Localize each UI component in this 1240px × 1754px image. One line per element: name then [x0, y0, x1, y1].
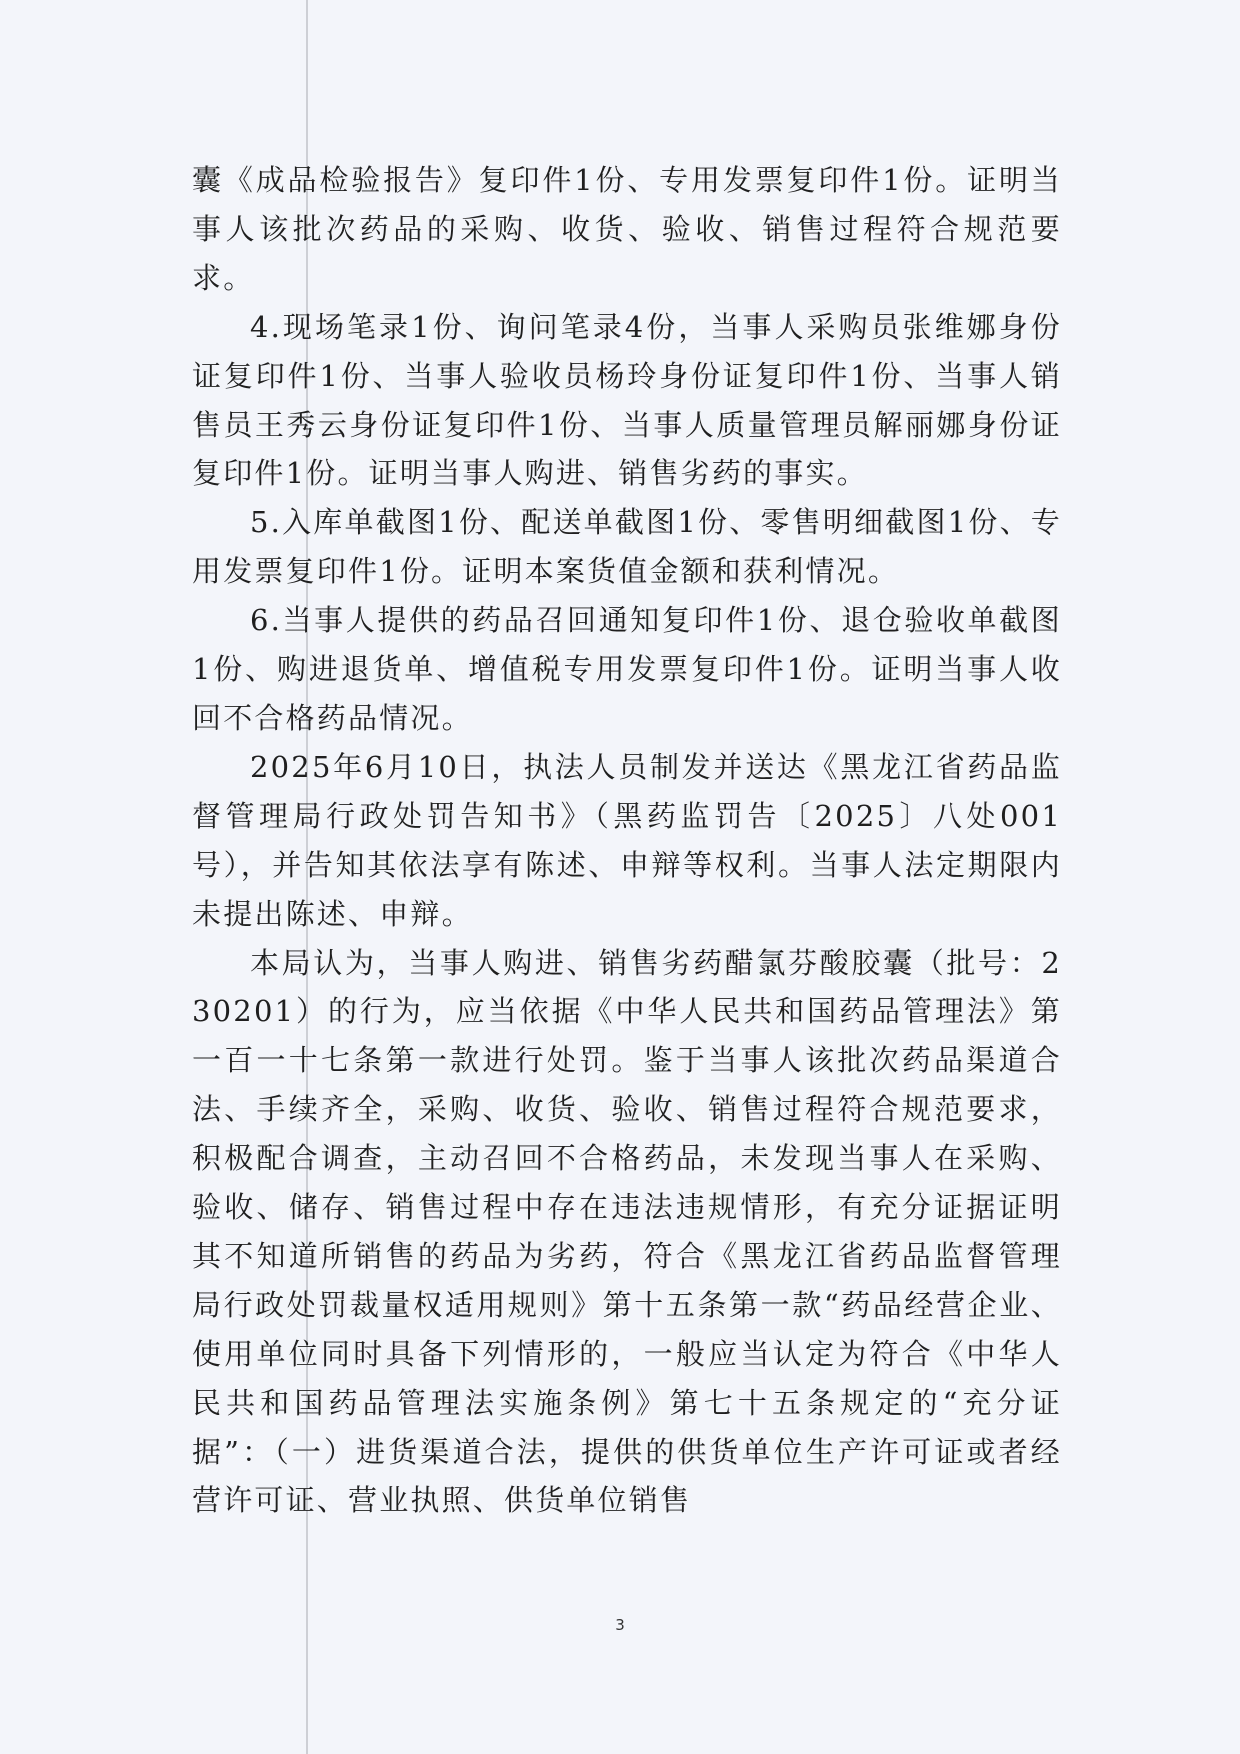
paragraph-evidence-4: 4.现场笔录1份、询问笔录4份，当事人采购员张维娜身份证复印件1份、当事人验收员杨玲身份证复印件1份、当事人销售员王秀云身份证复印件1份、当事人质量管理员解丽娜身份证复印件1份。证明当事人购进、销售劣药的事实。 — [192, 309, 1062, 491]
document-body — [192, 156, 1062, 1525]
paragraph-notice-delivery: 2025年6月10日，执法人员制发并送达《黑龙江省药品监督管理局行政处罚告知书》（黑药监罚告〔2025〕八处001号），并告知其依法享有陈述、申辩等权利。当事人法定期限内未提出陈述、申辩。 — [192, 749, 1062, 931]
page-number: 3 — [615, 1616, 625, 1634]
paragraph-evidence-3-continued: 囊《成品检验报告》复印件1份、专用发票复印件1份。证明当事人该批次药品的采购、收货、验收、销售过程符合规范要求。 — [192, 163, 1062, 295]
paragraph-bureau-opinion: 本局认为，当事人购进、销售劣药醋氯芬酸胶囊（批号：230201）的行为，应当依据《中华人民共和国药品管理法》第一百一十七条第一款进行处罚。鉴于当事人该批次药品渠道合法、手续齐全，采购、收货、验收、销售过程符合规范要求，积极配合调查，主动召回不合格药品，未发现当事人在采购、验收、储存、销售过程中存在违法违规情形，有充分证据证明其不知道所销售的药品为劣药，符合《黑龙江省药品监督管理局行政处罚裁量权适用规则》第十五条第一款“药品经营企业、使用单位同时具备下列情形的，一般应当认定为符合《中华人民共和国药品管理法实施条例》第七十五条规定的“充分证据”：（一）进货渠道合法，提供的供货单位生产许可证或者经营许可证、营业执照、供货单位销售 — [192, 945, 1062, 1518]
paragraph-evidence-6: 6.当事人提供的药品召回通知复印件1份、退仓验收单截图1份、购进退货单、增值税专用发票复印件1份。证明当事人收回不合格药品情况。 — [192, 603, 1062, 735]
paragraph-evidence-5: 5.入库单截图1份、配送单截图1份、零售明细截图1份、专用发票复印件1份。证明本案货值金额和获利情况。 — [192, 505, 1062, 589]
